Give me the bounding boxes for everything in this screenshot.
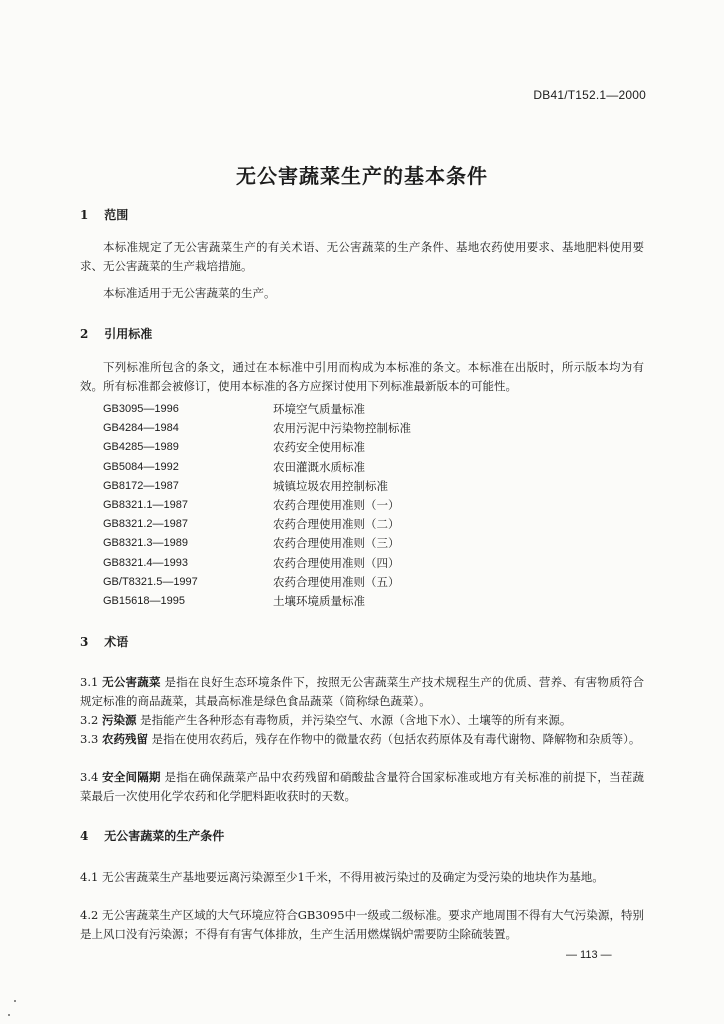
section-1-paragraph-2: 本标准适用于无公害蔬菜的生产。 [103,286,276,300]
page-number: — 113 — [566,949,612,961]
scan-speck [14,1000,16,1002]
section-number: 4 [80,829,89,843]
reference-name: 农药安全使用标准 [273,440,365,455]
reference-name: 环境空气质量标准 [273,402,365,416]
section-title: 范围 [104,208,129,222]
reference-code: GB8321.2—1987 [103,518,189,531]
reference-name: 农药合理使用准则（三） [273,536,400,551]
section-title: 术语 [104,635,129,649]
section-title: 无公害蔬菜的生产条件 [104,829,225,843]
reference-code: GB8321.4—1993 [103,556,189,569]
section-4-heading [80,827,224,844]
reference-name: 农用污泥中污染物控制标准 [273,421,411,436]
term-number: 3.1 [80,675,99,689]
reference-item [103,438,643,457]
clause-number: 4.1 [80,870,99,884]
reference-code: GB8321.1—1987 [103,498,189,511]
reference-code: GB8321.3—1989 [103,537,189,550]
reference-code: GB3095—1996 [103,403,179,415]
reference-item [103,477,643,496]
term-3-1 [80,673,644,711]
term-3-2 [80,711,644,730]
reference-name: 农药合理使用准则（二） [273,517,400,532]
reference-list [103,400,643,611]
reference-code: GB15618—1995 [103,594,185,607]
term-3-4 [80,768,644,806]
scan-speck [8,1014,10,1016]
term-number: 3.2 [80,713,99,727]
section-number: 2 [80,327,89,341]
term-definition: 是指在良好生态环境条件下，按照无公害蔬菜生产技术规程生产的优质、营养、有害物质符合规定标准的商品蔬菜，其最高标准是绿色食品蔬菜（简称绿色蔬菜）。 [80,675,645,708]
section-number: 3 [80,635,89,649]
term-number: 3.3 [80,732,99,746]
reference-name: 农药合理使用准则（四） [273,555,400,570]
reference-name: 农药合理使用准则（五） [273,574,400,589]
reference-item [103,458,643,477]
document-title: 无公害蔬菜生产的基本条件 [236,164,488,188]
reference-item [103,592,643,611]
term-name: 农药残留 [101,732,148,746]
term-3-3 [80,730,644,749]
clause-text: 无公害蔬菜生产区域的大气环境应符合GB3095中一级或二级标准。要求产地周围不得有大气污染源，特别是上风口没有污染源；不得有有害气体排放，生产生活用燃煤锅炉需要防尘除硫装置。 [80,908,644,941]
section-2-intro: 下列标准所包含的条文，通过在本标准中引用而构成为本标准的条文。本标准在出版时，所示版本均为有效。所有标准都会被修订，使用本标准的各方应探讨使用下列标准最新版本的可能性。 [80,360,644,393]
section-2-heading [80,325,152,342]
reference-code: GB5084—1992 [103,460,179,473]
reference-item [103,534,643,553]
term-definition: 是指在使用农药后，残存在作物中的微量农药（包括农药原体及有毒代谢物、降解物和杂质等）。 [151,732,641,746]
section-3-heading [80,633,128,650]
clause-4-1 [80,868,644,887]
reference-name: 农药合理使用准则（一） [273,497,400,512]
term-name: 安全间隔期 [102,770,161,784]
reference-item [103,554,643,573]
section-1-paragraph-1: 本标准规定了无公害蔬菜生产的有关术语、无公害蔬菜的生产条件、基地农药使用要求、基地肥料使用要求、无公害蔬菜的生产栽培措施。 [80,240,644,273]
reference-code: GB8172—1987 [103,479,179,492]
clause-4-2 [80,906,644,944]
section-title: 引用标准 [104,327,153,341]
reference-code: GB/T8321.5—1997 [103,575,198,588]
term-definition: 是指在确保蔬菜产品中农药残留和硝酸盐含量符合国家标准或地方有关标准的前提下，当茬蔬菜最后一次使用化学农药和化学肥料距收获时的天数。 [80,770,645,803]
reference-name: 土壤环境质量标准 [273,593,365,608]
reference-item [103,515,643,534]
reference-code: GB4285—1989 [103,441,179,454]
reference-item [103,419,643,438]
standard-code: DB41/T152.1—2000 [533,88,646,102]
term-definition: 是指能产生各种形态有毒物质，并污染空气、水源（含地下水）、土壤等的所有来源。 [140,713,572,727]
reference-code: GB4284—1984 [103,422,179,435]
term-number: 3.4 [80,770,99,784]
reference-item [103,400,643,419]
term-name: 无公害蔬菜 [102,675,161,689]
section-1-heading [80,206,128,223]
reference-item [103,496,643,515]
term-name: 污染源 [101,713,137,727]
section-number: 1 [80,208,89,222]
clause-number: 4.2 [80,908,99,922]
clause-text: 无公害蔬菜生产基地要远离污染源至少1千米，不得用被污染过的及确定为受污染的地块作为基地。 [101,870,604,884]
reference-name: 农田灌溉水质标准 [273,459,365,474]
reference-name: 城镇垃圾农用控制标准 [273,478,388,493]
reference-item [103,573,643,592]
